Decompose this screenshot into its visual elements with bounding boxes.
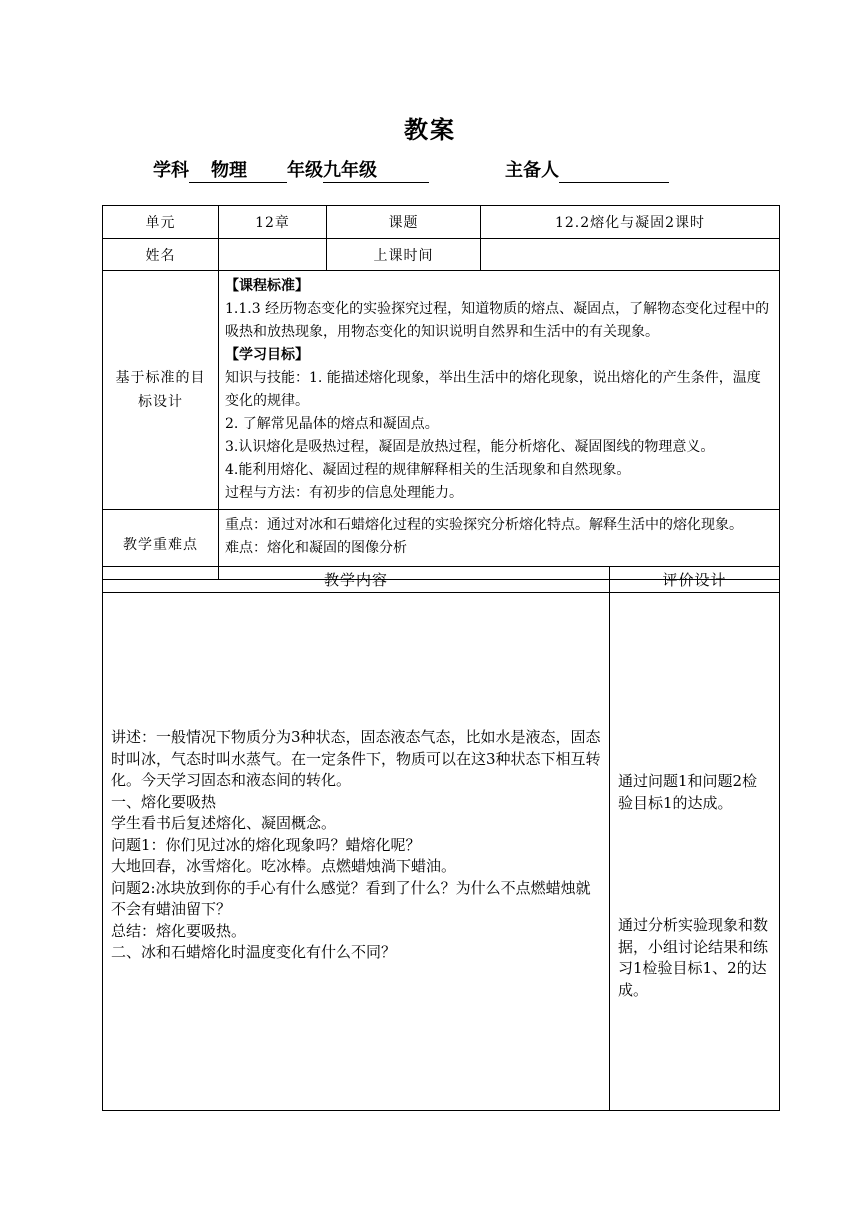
lesson-line: 学生看书后复述熔化、凝固概念。: [111, 814, 337, 832]
unit-label: 单元: [103, 206, 219, 239]
eval-note-1: 通过问题1和问题2检验目标1的达成。: [618, 772, 758, 812]
lesson-line: 问题2:冰块放到你的手心有什么感觉？看到了什么？为什么不点燃蜡烛就不会有蜡油留下？: [111, 878, 591, 918]
content-header: 教学内容: [103, 567, 610, 593]
lesson-line: 大地回春，冰雪熔化。吃冰棒。点燃蜡烛淌下蜡油。: [111, 857, 457, 875]
design-label-text: 基于标准的目标设计: [115, 370, 206, 410]
goal-item: 2. 了解常见晶体的熔点和凝固点。: [225, 416, 439, 432]
subject-label: 学科: [153, 160, 189, 181]
eval-header: 评价设计: [610, 567, 780, 593]
preparer-value: [559, 160, 669, 183]
standard-heading: 【课程标准】: [225, 278, 309, 294]
subject-value: 物理: [189, 160, 287, 183]
lesson-line: 讲述：一般情况下物质分为3种状态，固态液态气态，比如水是液态，固态时叫冰，气态时叫水蒸气。在一定条件下，物质可以在这3种状态下相互转化。今天学习固态和液态间的转化。: [111, 728, 601, 789]
design-label: [103, 271, 219, 510]
goal-item: 知识与技能：1. 能描述熔化现象，举出生活中的熔化现象，说出熔化的产生条件，温度变化的规律。: [225, 370, 761, 409]
goal-item: 3.认识熔化是吸热过程，凝固是放热过程，能分析熔化、凝固图线的物理意义。: [225, 439, 715, 455]
preparer-text: [559, 160, 691, 182]
unit-value: 12章: [219, 206, 327, 239]
difficulty-label: 教学重难点: [103, 510, 219, 580]
standard-text: 1.1.3 经历物态变化的实验探究过程，知道物质的熔点、凝固点，了解物态变化过程中的吸热和放热现象，用物态变化的知识说明自然界和生活中的有关现象。: [225, 301, 770, 340]
grade-label: 年级: [287, 160, 323, 181]
info-table: [102, 205, 780, 580]
key-point: 重点：通过对冰和石蜡熔化过程的实验探究分析熔化特点。解释生活中的熔化现象。: [225, 517, 743, 533]
grade-text: 九年级: [323, 160, 377, 181]
topic-label: 课题: [327, 206, 481, 239]
lesson-content: [103, 593, 610, 1111]
lesson-line: 总结：熔化要吸热。: [111, 921, 247, 940]
name-value: [219, 239, 327, 271]
lesson-table: [102, 566, 780, 1111]
time-value: [481, 239, 780, 271]
design-content: [219, 271, 780, 510]
header-meta: [153, 160, 669, 183]
topic-value: 12.2熔化与凝固2课时: [481, 206, 780, 239]
time-label: 上课时间: [327, 239, 481, 271]
eval-note-2: 通过分析实验现象和数据，小组讨论结果和练习1检验目标1、2的达成。: [618, 916, 769, 999]
preparer-label: 主备人: [505, 160, 559, 181]
lesson-line: 问题1：你们见过冰的熔化现象吗？蜡熔化呢？: [111, 835, 421, 854]
goal-item: 过程与方法：有初步的信息处理能力。: [225, 485, 463, 501]
goal-item: 4.能利用熔化、凝固过程的规律解释相关的生活现象和自然现象。: [225, 462, 631, 478]
eval-content: [610, 593, 780, 1111]
grade-value: [323, 160, 429, 183]
name-label: 姓名: [103, 239, 219, 271]
lesson-line: 一、熔化要吸热: [111, 792, 217, 811]
document-title: 教案: [404, 115, 456, 144]
lesson-line: 二、冰和石蜡熔化时温度变化有什么不同？: [111, 943, 397, 961]
goals-heading: 【学习目标】: [225, 347, 309, 363]
hard-point: 难点：熔化和凝固的图像分析: [225, 540, 407, 556]
